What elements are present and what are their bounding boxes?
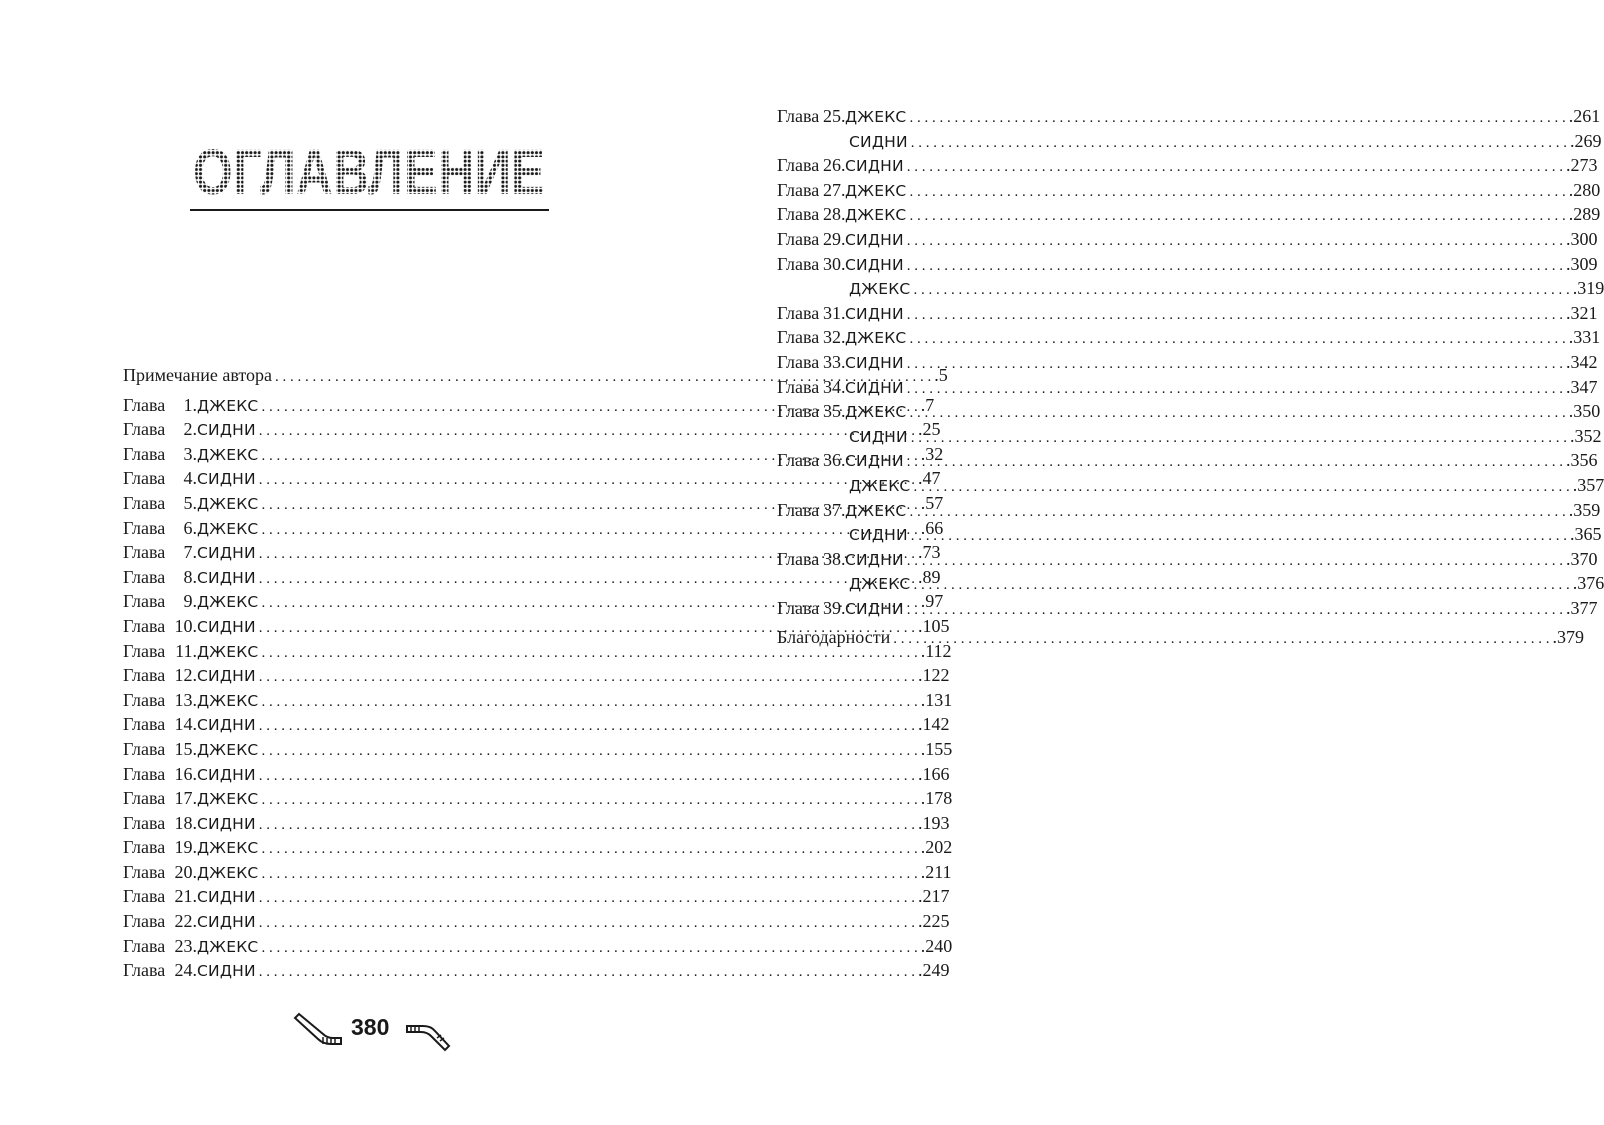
chapter-narrator: СИДНИ	[845, 304, 904, 323]
toc-entry	[123, 688, 953, 713]
chapter-label: Глава	[777, 401, 820, 422]
chapter-label: Глава	[123, 665, 166, 686]
dot-leader	[909, 327, 1565, 352]
footer	[293, 1008, 453, 1058]
toc-entry	[777, 104, 1601, 129]
page-ref: .217	[918, 886, 950, 907]
page-ref: .280	[1568, 179, 1601, 200]
page-ref: .261	[1568, 106, 1601, 126]
chapter-label: Глава	[777, 548, 820, 569]
chapter-narrator: ДЖЕКС	[197, 863, 259, 882]
chapter-label: Глава	[123, 960, 166, 981]
chapter-label: Глава	[123, 935, 166, 956]
page-ref: .122	[918, 665, 950, 686]
dot-leader	[913, 475, 1569, 500]
chapter-label: Глава	[123, 714, 166, 735]
chapter-label: Глава	[123, 738, 166, 759]
chapter-label: Глава	[777, 499, 820, 520]
chapter-narrator: ДЖЕКС	[197, 445, 259, 464]
chapter-narrator: СИДНИ	[197, 814, 256, 833]
chapter-narrator: СИДНИ	[197, 888, 256, 907]
chapter-label: Глава	[777, 204, 820, 225]
chapter-narrator: ДЖЕКС	[845, 501, 907, 520]
page-ref: .32	[920, 443, 944, 464]
chapter-label: Глава	[777, 302, 820, 323]
page-ref: .240	[920, 935, 953, 956]
chapter-label: Глава	[123, 837, 166, 858]
chapter-number: 5.	[183, 492, 197, 513]
toc-entry	[123, 860, 952, 885]
chapter-narrator: ДЖЕКС	[849, 476, 911, 495]
page-ref: .321	[1566, 302, 1598, 323]
page-ref: .377	[1566, 597, 1598, 618]
chapter-number: 14.	[174, 714, 197, 735]
chapter-label: Глава	[123, 517, 166, 538]
chapter-label: Глава	[777, 450, 820, 471]
dot-leader	[261, 837, 917, 862]
chapter-label: Глава	[123, 419, 166, 440]
chapter-number: 20.	[174, 861, 197, 882]
page-ref: .73	[918, 542, 941, 563]
page-ref: .166	[918, 763, 950, 784]
chapter-number: 13.	[174, 689, 197, 710]
chapter-number: 39.	[823, 597, 846, 618]
dot-leader	[909, 106, 1565, 131]
dot-leader	[907, 549, 1563, 574]
dot-leader	[907, 450, 1563, 475]
chapter-number: 24.	[174, 960, 197, 981]
chapter-narrator: СИДНИ	[845, 452, 904, 471]
dot-leader	[907, 352, 1563, 377]
chapter-label: Глава	[123, 443, 166, 464]
chapter-label: Глава	[123, 886, 166, 907]
chapter-number: 15.	[174, 738, 197, 759]
chapter-label: Глава	[777, 597, 820, 618]
chapter-narrator: СИДНИ	[845, 599, 904, 618]
chapter-narrator: ДЖЕКС	[197, 593, 259, 612]
chapter-number: 29.	[823, 228, 846, 249]
chapter-number: 36.	[823, 450, 846, 471]
chapter-label: Глава	[123, 788, 166, 809]
toc-entry	[777, 301, 1598, 326]
dot-leader	[259, 764, 915, 789]
page-ref: .105	[918, 615, 950, 636]
chapter-narrator: ДЖЕКС	[845, 329, 907, 348]
chapter-number: 30.	[823, 253, 846, 274]
chapter-number: 34.	[823, 376, 846, 397]
chapter-number: 8.	[183, 566, 197, 587]
page-ref: .309	[1566, 253, 1598, 274]
page-ref: .319	[1572, 278, 1604, 299]
hockey-stick-icon	[405, 1018, 453, 1052]
dot-leader	[907, 303, 1563, 328]
chapter-narrator: ДЖЕКС	[197, 790, 259, 809]
page-ref: .142	[918, 714, 950, 735]
chapter-label: Глава	[123, 566, 166, 587]
chapter-narrator: СИДНИ	[197, 962, 256, 981]
page-ref: .331	[1568, 327, 1601, 348]
page-ref: .66	[920, 517, 944, 538]
page-ref: .57	[920, 492, 944, 513]
page-ref: .347	[1566, 376, 1598, 397]
chapter-narrator: ДЖЕКС	[197, 642, 259, 661]
chapter-narrator: ДЖЕКС	[849, 575, 911, 594]
toc-entry	[777, 448, 1598, 473]
chapter-label: Глава	[123, 468, 166, 489]
toc-entry	[123, 786, 953, 811]
chapter-number: 2.	[183, 419, 197, 440]
chapter-narrator: СИДНИ	[197, 470, 256, 489]
chapter-number: 25.	[823, 106, 846, 126]
toc-entry	[123, 663, 950, 688]
page-ref: .376	[1572, 573, 1604, 594]
chapter-label: Глава	[777, 351, 820, 372]
page-ref: .25	[918, 419, 941, 440]
chapter-number: 17.	[174, 788, 197, 809]
page-ref: .379	[1552, 627, 1584, 648]
toc-entry	[777, 153, 1598, 178]
chapter-narrator: ДЖЕКС	[197, 396, 259, 415]
dot-leader	[911, 426, 1567, 451]
dot-leader	[909, 401, 1565, 426]
chapter-number: 37.	[823, 499, 846, 520]
dot-leader	[261, 936, 917, 961]
page-ref: .225	[918, 911, 950, 932]
dot-leader	[259, 714, 915, 739]
chapter-narrator: СИДНИ	[845, 550, 904, 569]
chapter-label: Глава	[123, 542, 166, 563]
chapter-number: 23.	[174, 935, 197, 956]
page-ref: .350	[1568, 401, 1601, 422]
page-ref: .273	[1566, 155, 1598, 176]
dot-leader	[911, 524, 1567, 549]
page-ref: .193	[918, 812, 950, 833]
title-underline	[190, 209, 549, 211]
chapter-number: 32.	[823, 327, 846, 348]
chapter-number: 35.	[823, 401, 846, 422]
dot-leader	[261, 739, 917, 764]
toc-entry-title: Благодарности	[777, 627, 891, 648]
toc-entry	[777, 473, 1604, 498]
chapter-label: Глава	[777, 228, 820, 249]
chapter-number: 11.	[175, 640, 197, 661]
chapter-number: 28.	[823, 204, 846, 225]
toc-entry	[777, 350, 1598, 375]
chapter-narrator: ДЖЕКС	[197, 494, 259, 513]
chapter-narrator: ДЖЕКС	[845, 181, 907, 200]
chapter-narrator: СИДНИ	[197, 617, 256, 636]
chapter-narrator: СИДНИ	[197, 716, 256, 735]
chapter-narrator: СИДНИ	[845, 378, 904, 397]
chapter-number: 19.	[174, 837, 197, 858]
dot-leader	[907, 254, 1563, 279]
chapter-label: Глава	[123, 394, 166, 415]
hockey-stick-icon	[293, 1008, 343, 1048]
page-ref: .289	[1568, 204, 1601, 225]
page-ref: .131	[920, 689, 953, 710]
chapter-narrator: СИДНИ	[197, 544, 256, 563]
toc-entry	[123, 909, 950, 934]
chapter-label: Глава	[123, 911, 166, 932]
chapter-narrator: ДЖЕКС	[845, 108, 907, 126]
chapter-label: Глава	[123, 812, 166, 833]
chapter-narrator: СИДНИ	[197, 568, 256, 587]
dot-leader	[913, 573, 1569, 598]
toc-entry-last	[777, 625, 1584, 650]
chapter-number: 18.	[174, 812, 197, 833]
chapter-number: 38.	[823, 548, 846, 569]
page-ref: .356	[1566, 450, 1598, 471]
page-ref: .5	[934, 365, 948, 385]
page-ref: .211	[920, 861, 952, 882]
dot-leader	[259, 911, 915, 936]
chapter-label: Глава	[123, 689, 166, 710]
chapter-label: Глава	[777, 327, 820, 348]
chapter-narrator: СИДНИ	[197, 913, 256, 932]
chapter-label: Глава	[123, 640, 166, 661]
dot-leader	[259, 813, 915, 838]
toc-right-column	[777, 104, 1604, 650]
page-ref: .269	[1570, 130, 1602, 151]
dot-leader	[259, 960, 915, 985]
chapter-narrator: ДЖЕКС	[197, 691, 259, 710]
chapter-label: Глава	[123, 763, 166, 784]
toc-entry	[777, 596, 1598, 621]
dot-leader	[907, 598, 1563, 623]
chapter-label: Глава	[777, 179, 820, 200]
chapter-narrator: СИДНИ	[845, 353, 904, 372]
toc-entry	[123, 884, 950, 909]
toc-entry	[777, 571, 1604, 596]
chapter-label: Глава	[777, 376, 820, 397]
chapter-narrator: СИДНИ	[845, 230, 904, 249]
dot-leader	[907, 155, 1563, 180]
page-ref: .300	[1566, 228, 1598, 249]
dot-leader	[909, 204, 1565, 229]
toc-entry-title: Примечание автора	[123, 365, 273, 385]
chapter-number: 9.	[183, 591, 197, 612]
dot-leader	[913, 278, 1569, 303]
page-ref: .47	[918, 468, 941, 489]
toc-entry	[777, 276, 1604, 301]
toc-entry	[123, 835, 953, 860]
chapter-label: Глава	[777, 253, 820, 274]
toc-entry	[123, 712, 950, 737]
page-ref: .97	[920, 591, 944, 612]
chapter-narrator: СИДНИ	[197, 421, 256, 440]
page-ref: .249	[918, 960, 950, 981]
toc-entry	[777, 498, 1601, 523]
chapter-label: Глава	[123, 492, 166, 513]
page-ref: .365	[1570, 524, 1602, 545]
page-ref: .357	[1572, 474, 1604, 495]
chapter-number: 22.	[174, 911, 197, 932]
page-ref: .359	[1568, 499, 1601, 520]
chapter-number: 26.	[823, 155, 846, 176]
dot-leader	[261, 862, 917, 887]
chapter-number: 12.	[174, 665, 197, 686]
page-ref: .370	[1566, 548, 1598, 569]
toc-entry	[123, 737, 953, 762]
chapter-label: Глава	[123, 615, 166, 636]
page-ref: .352	[1570, 425, 1602, 446]
chapter-label: Глава	[777, 155, 820, 176]
page-ref: .112	[920, 640, 952, 661]
chapter-narrator: СИДНИ	[197, 765, 256, 784]
toc-entry	[123, 934, 953, 959]
chapter-number: 10.	[174, 615, 197, 636]
page-ref: .89	[918, 566, 941, 587]
title	[190, 138, 548, 214]
page-ref: .342	[1566, 351, 1598, 372]
chapter-narrator: СИДНИ	[845, 255, 904, 274]
dot-leader	[911, 131, 1567, 156]
chapter-narrator: ДЖЕКС	[197, 937, 259, 956]
chapter-label: Глава	[123, 861, 166, 882]
chapter-number: 33.	[823, 351, 846, 372]
dot-leader	[907, 377, 1563, 402]
chapter-number: 27.	[823, 179, 846, 200]
chapter-number: 1.	[183, 394, 197, 415]
chapter-narrator: СИДНИ	[197, 667, 256, 686]
dot-leader	[909, 500, 1565, 525]
toc-entry	[123, 639, 952, 664]
chapter-number: 6.	[183, 517, 197, 538]
chapter-narrator: ДЖЕКС	[197, 740, 259, 759]
chapter-label: Глава	[123, 591, 166, 612]
toc-entry	[123, 811, 950, 836]
chapter-number: 3.	[183, 443, 197, 464]
dot-leader	[261, 788, 917, 813]
toc-entry	[777, 227, 1598, 252]
dot-leader	[909, 180, 1565, 205]
dot-leader	[893, 627, 1549, 652]
toc-entry	[777, 375, 1598, 400]
chapter-narrator: ДЖЕКС	[845, 206, 907, 225]
chapter-narrator: СИДНИ	[845, 157, 904, 176]
chapter-narrator: ДЖЕКС	[197, 519, 259, 538]
toc-entry	[777, 424, 1602, 449]
chapter-number: 4.	[183, 468, 197, 489]
title-dotted-lettering	[190, 138, 548, 208]
toc-entry	[777, 522, 1602, 547]
chapter-number: 16.	[174, 763, 197, 784]
page-ref: .202	[920, 837, 953, 858]
page-ref: .155	[920, 738, 953, 759]
chapter-narrator: ДЖЕКС	[197, 839, 259, 858]
toc-entry	[123, 762, 950, 787]
toc-entry	[777, 547, 1598, 572]
dot-leader	[259, 665, 915, 690]
toc-entry	[777, 129, 1602, 154]
dot-leader	[259, 886, 915, 911]
toc-entry	[123, 958, 950, 983]
chapter-narrator: СИДНИ	[849, 132, 908, 151]
page-ref: .7	[920, 394, 935, 415]
toc-entry	[777, 252, 1598, 277]
toc-entry	[777, 399, 1601, 424]
chapter-narrator: СИДНИ	[849, 427, 908, 446]
page-ref: .178	[920, 788, 953, 809]
chapter-number: 31.	[823, 302, 846, 323]
chapter-label: Глава	[777, 106, 820, 126]
toc-entry	[777, 202, 1601, 227]
chapter-narrator: СИДНИ	[849, 526, 908, 545]
toc-entry	[777, 325, 1601, 350]
page-number: 380	[351, 1014, 390, 1040]
chapter-narrator: ДЖЕКС	[845, 403, 907, 422]
chapter-number: 7.	[183, 542, 197, 563]
toc-entry	[123, 417, 941, 442]
dot-leader	[261, 690, 917, 715]
dot-leader	[907, 229, 1563, 254]
chapter-number: 21.	[174, 886, 197, 907]
toc-entry	[777, 178, 1601, 203]
chapter-narrator: ДЖЕКС	[849, 280, 911, 299]
